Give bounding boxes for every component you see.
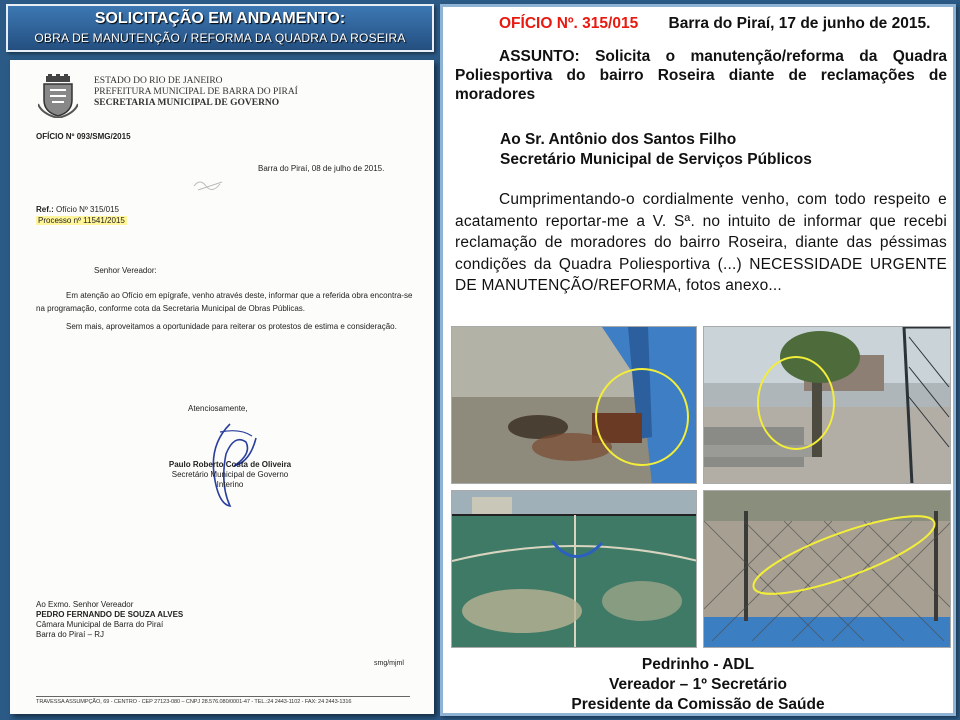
photo-broken-fence: [703, 490, 951, 648]
panel-sig-role: Vereador – 1º Secretário: [609, 676, 787, 693]
addressee-block: [36, 600, 183, 640]
addressee-line: Ao Exmo. Senhor Vereador: [36, 600, 134, 609]
panel-oficio-number: OFÍCIO Nº. 315/015: [499, 15, 639, 32]
recipient-name: Ao Sr. Antônio dos Santos Filho: [500, 131, 737, 148]
request-panel: [440, 4, 956, 716]
letter-paragraph: Em atenção ao Ofício em epígrafe, venho através deste, informar que a referida obra encontra-se na programação, conforme cota da Secretaria Municipal de Obras Públicas.: [36, 291, 413, 313]
panel-place-date: Barra do Piraí, 17 de junho de 2015.: [668, 15, 931, 32]
footer-divider: [36, 696, 410, 697]
banner: [6, 4, 434, 52]
panel-subject: ASSUNTO: Solicita o manutenção/reforma da Quadra Poliesportiva do bairro Roseira diante de reclamações de moradores: [455, 48, 947, 103]
letter-reference: [36, 204, 127, 226]
panel-signature: [443, 655, 953, 715]
coat-of-arms-icon: [38, 74, 78, 118]
scanned-letter: [10, 60, 434, 714]
photo-bleacher-rust: [451, 326, 697, 484]
letterhead-line: SECRETARIA MUNICIPAL DE GOVERNO: [94, 98, 280, 108]
addressee-line: PEDRO FERNANDO DE SOUZA ALVES: [36, 610, 184, 619]
banner-subtitle: OBRA DE MANUTENÇÃO / REFORMA DA QUADRA DA ROSEIRA: [34, 31, 406, 45]
addressee-line: Câmara Municipal de Barra do Piraí: [36, 620, 164, 629]
panel-sig-role: Presidente da Comissão de Saúde: [571, 696, 825, 713]
ref-value: Ofício Nº 315/015: [53, 205, 119, 214]
letter-footer: TRAVESSA ASSUMPÇÃO, 69 - CENTRO - CEP 27123-080 – CNPJ 28.576.080/0001-47 - TEL.:24 2443-1102 - FAX: 24 2443-1316: [36, 699, 352, 705]
panel-sig-name: Pedrinho - ADL: [641, 656, 755, 673]
process-number: Processo nº 11541/2015: [38, 216, 125, 225]
letter-closing: Atenciosamente,: [188, 404, 248, 413]
letter-initials: smg/mjml: [374, 660, 404, 667]
photo-court-entrance: [703, 326, 951, 484]
letter-oficio-number: OFÍCIO Nº 093/SMG/2015: [36, 132, 131, 141]
faint-stamp: [190, 174, 230, 194]
banner-title: SOLICITAÇÃO EM ANDAMENTO:: [94, 10, 346, 27]
addressee-line: Barra do Piraí – RJ: [36, 630, 105, 639]
signer-name: Paulo Roberto Costa de Oliveira: [168, 460, 292, 469]
panel-heading: [499, 15, 930, 33]
signer-block: [110, 460, 350, 490]
letterhead-line: PREFEITURA MUNICIPAL DE BARRA DO PIRAÍ: [94, 87, 298, 97]
letter-date: Barra do Piraí, 08 de julho de 2015.: [258, 164, 385, 173]
recipient-role: Secretário Municipal de Serviços Públicos: [500, 151, 812, 168]
photo-worn-court-floor: [451, 490, 697, 648]
signer-status: Interino: [216, 480, 244, 489]
letter-vocative: Senhor Vereador:: [94, 266, 157, 275]
ref-label: Ref.:: [36, 205, 54, 214]
signer-role: Secretário Municipal de Governo: [171, 470, 289, 479]
letter-paragraph: Sem mais, aproveitamos a oportunidade para reiterar os protestos de estima e consideração.: [66, 322, 397, 331]
letterhead: [94, 76, 298, 109]
panel-body: Cumprimentando-o cordialmente venho, com todo respeito e acatamento reportar-me a V. Sª. no intuito de informar que recebi reclamação de moradores do bairro Roseira, diante das péssimas condições da Quadra Poliesportiva (...) NECESSIDADE URGENTE DE MANUTENÇÃO/REFORMA, fotos anexo...: [455, 191, 947, 294]
letterhead-line: ESTADO DO RIO DE JANEIRO: [94, 76, 223, 86]
letter-body: [36, 290, 414, 340]
